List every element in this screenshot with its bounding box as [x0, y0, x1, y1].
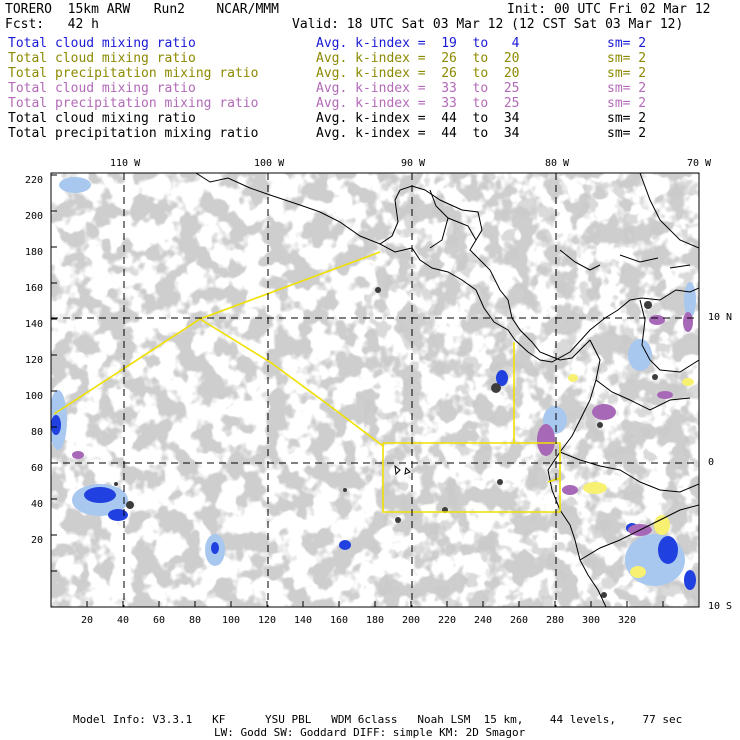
cloud-field [49, 173, 700, 607]
lat-label: 0 [708, 457, 715, 468]
x-tick-label: 280 [546, 615, 565, 626]
y-tick-label: 100 [25, 391, 44, 402]
legend-field: Total precipitation mixing ratio [8, 126, 259, 141]
legend-field: Total cloud mixing ratio [8, 36, 196, 51]
legend-sm: sm= 2 [607, 111, 647, 126]
forecast-hour: Fcst: 42 h [5, 17, 99, 32]
x-tick-label: 100 [222, 615, 241, 626]
legend-kindex: Avg. k-index = 33 to 25 [316, 96, 520, 111]
legend-kindex: Avg. k-index = 19 to 4 [316, 36, 520, 51]
y-tick-label: 60 [31, 463, 44, 474]
legend-sm: sm= 2 [607, 51, 647, 66]
legend-kindex: Avg. k-index = 26 to 20 [316, 51, 520, 66]
legend-sm: sm= 2 [607, 36, 647, 51]
y-tick-label: 220 [25, 175, 44, 186]
legend-field: Total cloud mixing ratio [8, 81, 196, 96]
lat-label: 10 S [708, 601, 733, 612]
legend-kindex: Avg. k-index = 26 to 20 [316, 66, 520, 81]
legend-sm: sm= 2 [607, 96, 647, 111]
x-tick-label: 260 [510, 615, 529, 626]
lon-label: 100 W [254, 158, 285, 169]
y-tick-label: 20 [31, 535, 44, 546]
model-title: TORERO 15km ARW Run2 NCAR/MMM [5, 2, 279, 17]
x-tick-label: 240 [474, 615, 493, 626]
legend-sm: sm= 2 [607, 66, 647, 81]
y-tick-label: 140 [25, 319, 44, 330]
physics-info: LW: Godd SW: Goddard DIFF: simple KM: 2D Smagor [214, 726, 526, 739]
lon-label: 80 W [545, 158, 570, 169]
y-tick-label: 40 [31, 499, 44, 510]
x-tick-label: 180 [366, 615, 385, 626]
y-tick-label: 160 [25, 283, 44, 294]
x-tick-label: 60 [153, 615, 166, 626]
x-tick-label: 160 [330, 615, 349, 626]
legend-field: Total precipitation mixing ratio [8, 66, 259, 81]
x-tick-label: 320 [618, 615, 637, 626]
valid-time: Valid: 18 UTC Sat 03 Mar 12 (12 CST Sat 03 Mar 12) [292, 17, 684, 32]
y-tick-label: 120 [25, 355, 44, 366]
x-tick-label: 120 [258, 615, 277, 626]
legend-sm: sm= 2 [607, 81, 647, 96]
y-tick-label: 200 [25, 211, 44, 222]
y-tick-label: 180 [25, 247, 44, 258]
y-tick-label: 80 [31, 427, 44, 438]
x-tick-label: 220 [438, 615, 457, 626]
legend-kindex: Avg. k-index = 44 to 34 [316, 111, 520, 126]
x-tick-label: 20 [81, 615, 94, 626]
x-tick-label: 300 [582, 615, 601, 626]
legend-sm: sm= 2 [607, 126, 647, 141]
legend-field: Total cloud mixing ratio [8, 51, 196, 66]
init-time: Init: 00 UTC Fri 02 Mar 12 [507, 2, 711, 17]
legend-field: Total precipitation mixing ratio [8, 96, 259, 111]
x-tick-label: 80 [189, 615, 202, 626]
x-tick-label: 200 [402, 615, 421, 626]
lon-label: 70 W [687, 158, 712, 169]
legend-field: Total cloud mixing ratio [8, 111, 196, 126]
x-tick-label: 140 [294, 615, 313, 626]
lon-label: 110 W [110, 158, 141, 169]
model-info: Model Info: V3.3.1 KF YSU PBL WDM 6class Noah LSM 15 km, 44 levels, 77 sec [73, 713, 683, 726]
lon-label: 90 W [401, 158, 426, 169]
legend-kindex: Avg. k-index = 44 to 34 [316, 126, 520, 141]
x-tick-label: 40 [117, 615, 130, 626]
lat-label: 10 N [708, 312, 733, 323]
legend-kindex: Avg. k-index = 33 to 25 [316, 81, 520, 96]
